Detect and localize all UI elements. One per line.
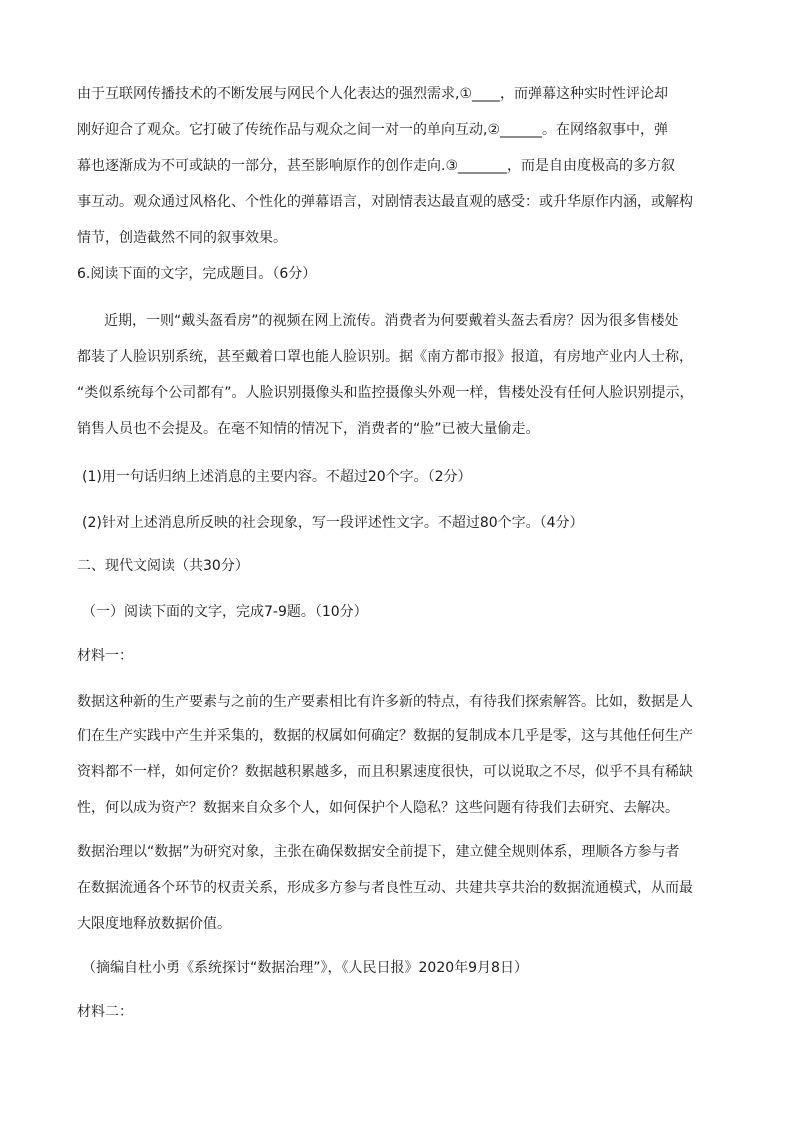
material1-para2-line: 大限度地释放数据价值。	[77, 916, 231, 932]
question6-heading: 6.阅读下面的文字，完成题目。（6分）	[77, 266, 317, 282]
question6-passage-line: 都装了人脸识别系统，甚至戴着口罩也能人脸识别。据《南方都市报》报道，有房地产业内人士称，	[77, 349, 693, 365]
material1-para2-line: 数据治理以“数据”为研究对象，主张在确保数据安全前提下，建立健全规则体系，理顺各方参与者	[77, 844, 680, 860]
material1-label: 材料一：	[77, 648, 133, 664]
material1-para1-line: 数据这种新的生产要素与之前的生产要素相比有许多新的特点，有待我们探索解答。比如，数据是人	[77, 694, 693, 710]
material1-para1-line: 们在生产实践中产生并采集的，数据的权属如何确定？数据的复制成本几乎是零，这与其他任何生产	[77, 728, 693, 744]
question6-passage-line: 近期，一则“戴头盔看房”的视频在网上流传。消费者为何要戴着头盔去看房？因为很多售楼处	[104, 313, 679, 329]
intro-line: 幕也逐渐成为不可或缺的一部分，甚至影响原作的创作走向.③_______，而是自由度极高的多方叙	[77, 158, 675, 174]
material1-para1-line: 资料都不一样，如何定价？数据越积累越多，而且积累速度很快，可以说取之不尽，似乎不具有稀缺	[77, 764, 693, 780]
intro-line: 刚好迎合了观众。它打破了传统作品与观众之间一对一的单向互动,②______。在网络叙事中，弹	[77, 122, 668, 138]
material1-para1-line: 性，何以成为资产？数据来自众多个人，如何保护个人隐私？这些问题有待我们去研究、去解决。	[77, 800, 679, 816]
question6-passage-line: “类似系统每个公司都有”。人脸识别摄像头和监控摄像头外观一样，售楼处没有任何人脸识别提示，	[77, 385, 694, 401]
question6-passage-line: 销售人员也不会提及。在毫不知情的情况下，消费者的“脸”已被大量偷走。	[77, 421, 540, 437]
part1-heading: （一）阅读下面的文字，完成7-9题。（10分）	[82, 604, 368, 620]
intro-line: 情节，创造截然不同的叙事效果。	[77, 230, 287, 246]
section2-heading: 二、现代文阅读（共30分）	[77, 558, 249, 574]
intro-line: 由于互联网传播技术的不断发展与网民个人化表达的强烈需求,①____，而弹幕这种实时性评论却	[77, 86, 668, 102]
material2-label: 材料二：	[77, 1004, 133, 1020]
question6-sub2: (2)针对上述消息所反映的社会现象，写一段评述性文字。不超过80个字。（4分）	[82, 515, 584, 531]
material1-para2-line: 在数据流通各个环节的权责关系，形成多方参与者良性互动、共建共享共治的数据流通模式，从而最	[77, 880, 693, 896]
intro-line: 事互动。观众通过风格化、个性化的弹幕语言，对剧情表达最直观的感受：或升华原作内涵，或解构	[77, 194, 693, 210]
question6-sub1: (1)用一句话归纳上述消息的主要内容。不超过20个字。（2分）	[82, 469, 472, 485]
source-citation: （摘编自杜小勇《系统探讨“数据治理”》，《人民日报》2020年9月8日）	[82, 960, 528, 976]
